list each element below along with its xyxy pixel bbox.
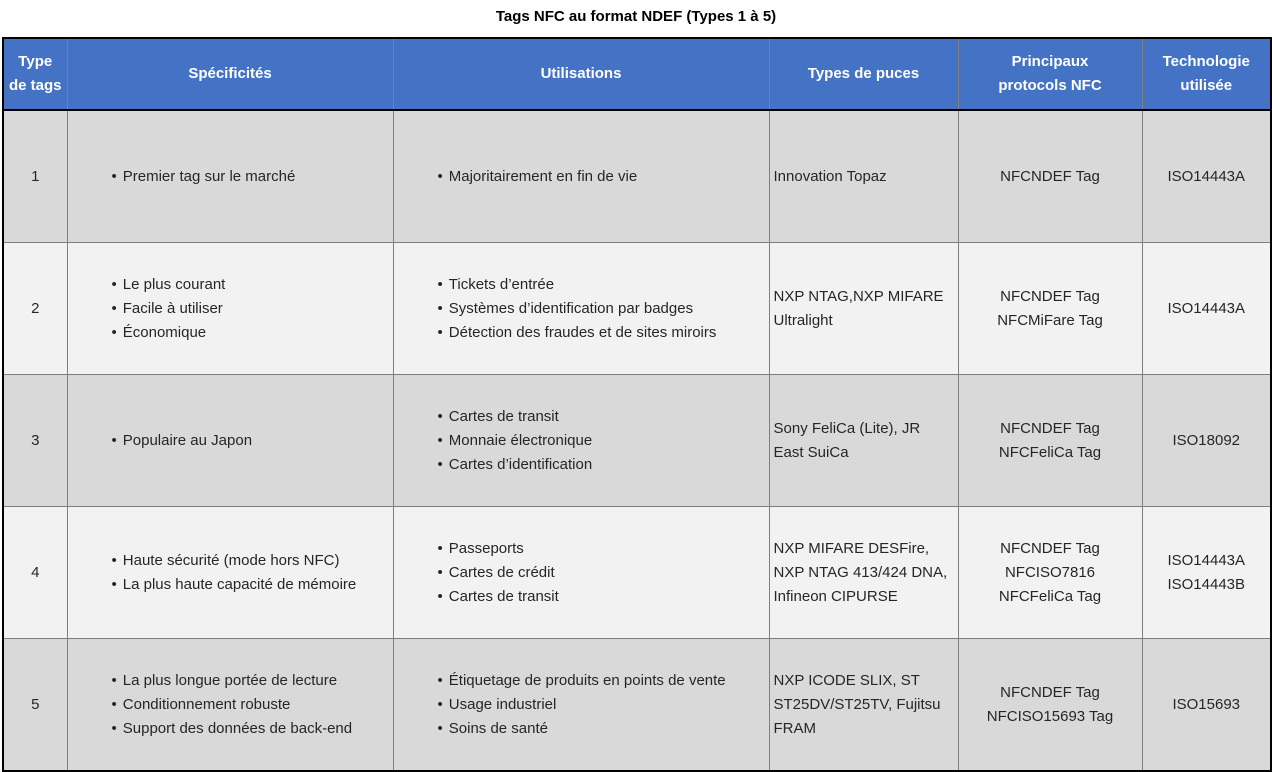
- list-item: • Cartes de transit: [438, 405, 769, 429]
- list-item: • Monnaie électronique: [438, 429, 769, 453]
- cell-utilisations: [393, 110, 769, 243]
- list-item: • Majoritairement en fin de vie: [438, 165, 769, 189]
- cell-type: 2: [3, 243, 67, 375]
- cell-techno: ISO14443A: [1142, 243, 1271, 375]
- list-item: • Populaire au Japon: [112, 429, 393, 453]
- cell-techno: ISO15693: [1142, 639, 1271, 772]
- cell-specificites: [67, 375, 393, 507]
- list-item: • Soins de santé: [438, 717, 769, 741]
- cell-type: 3: [3, 375, 67, 507]
- list-item: • Passeports: [438, 537, 769, 561]
- cell-utilisations: [393, 243, 769, 375]
- header-type: Type de tags: [3, 38, 67, 110]
- header-techno: Technologie utilisée: [1142, 38, 1271, 110]
- cell-puces: NXP NTAG,NXP MIFARE Ultralight: [769, 243, 958, 375]
- cell-specificites: [67, 243, 393, 375]
- table-header-row: [3, 38, 1271, 110]
- header-utilisations: Utilisations: [393, 38, 769, 110]
- list-item: • Haute sécurité (mode hors NFC): [112, 549, 393, 573]
- table-row: [3, 639, 1271, 772]
- cell-specificites: [67, 507, 393, 639]
- header-puces: Types de puces: [769, 38, 958, 110]
- table-row: [3, 110, 1271, 243]
- list-item: • Support des données de back-end: [112, 717, 393, 741]
- cell-type: 5: [3, 639, 67, 772]
- cell-techno: ISO18092: [1142, 375, 1271, 507]
- list-item: • La plus longue portée de lecture: [112, 669, 393, 693]
- cell-protocols: NFCNDEF Tag NFCISO7816 NFCFeliCa Tag: [958, 507, 1142, 639]
- cell-utilisations: [393, 639, 769, 772]
- cell-type: 4: [3, 507, 67, 639]
- list-item: • Économique: [112, 321, 393, 345]
- cell-protocols: NFCNDEF Tag: [958, 110, 1142, 243]
- list-item: • Premier tag sur le marché: [112, 165, 393, 189]
- table-row: [3, 375, 1271, 507]
- table-row: [3, 243, 1271, 375]
- list-item: • Détection des fraudes et de sites miroirs: [438, 321, 769, 345]
- cell-techno: ISO14443A: [1142, 110, 1271, 243]
- list-item: • Cartes de transit: [438, 585, 769, 609]
- cell-protocols: NFCNDEF Tag NFCFeliCa Tag: [958, 375, 1142, 507]
- cell-utilisations: [393, 507, 769, 639]
- list-item: • Cartes d’identification: [438, 453, 769, 477]
- cell-puces: NXP MIFARE DESFire, NXP NTAG 413/424 DNA, Infineon CIPURSE: [769, 507, 958, 639]
- document-title: Tags NFC au format NDEF (Types 1 à 5): [495, 8, 777, 25]
- cell-protocols: NFCNDEF Tag NFCISO15693 Tag: [958, 639, 1142, 772]
- list-item: • Facile à utiliser: [112, 297, 393, 321]
- nfc-tags-table: [2, 37, 1272, 772]
- cell-puces: Innovation Topaz: [769, 110, 958, 243]
- cell-protocols: NFCNDEF Tag NFCMiFare Tag: [958, 243, 1142, 375]
- cell-specificites: [67, 110, 393, 243]
- list-item: • Cartes de crédit: [438, 561, 769, 585]
- header-protocols: Principaux protocols NFC: [958, 38, 1142, 110]
- cell-puces: NXP ICODE SLIX, ST ST25DV/ST25TV, Fujitsu FRAM: [769, 639, 958, 772]
- list-item: • Tickets d’entrée: [438, 273, 769, 297]
- cell-utilisations: [393, 375, 769, 507]
- list-item: • Systèmes d’identification par badges: [438, 297, 769, 321]
- cell-techno: ISO14443A ISO14443B: [1142, 507, 1271, 639]
- list-item: • Le plus courant: [112, 273, 393, 297]
- list-item: • Conditionnement robuste: [112, 693, 393, 717]
- list-item: • Usage industriel: [438, 693, 769, 717]
- cell-specificites: [67, 639, 393, 772]
- cell-type: 1: [3, 110, 67, 243]
- cell-puces: Sony FeliCa (Lite), JR East SuiCa: [769, 375, 958, 507]
- table-row: [3, 507, 1271, 639]
- header-specificites: Spécificités: [67, 38, 393, 110]
- list-item: • Étiquetage de produits en points de vente: [438, 669, 769, 693]
- list-item: • La plus haute capacité de mémoire: [112, 573, 393, 597]
